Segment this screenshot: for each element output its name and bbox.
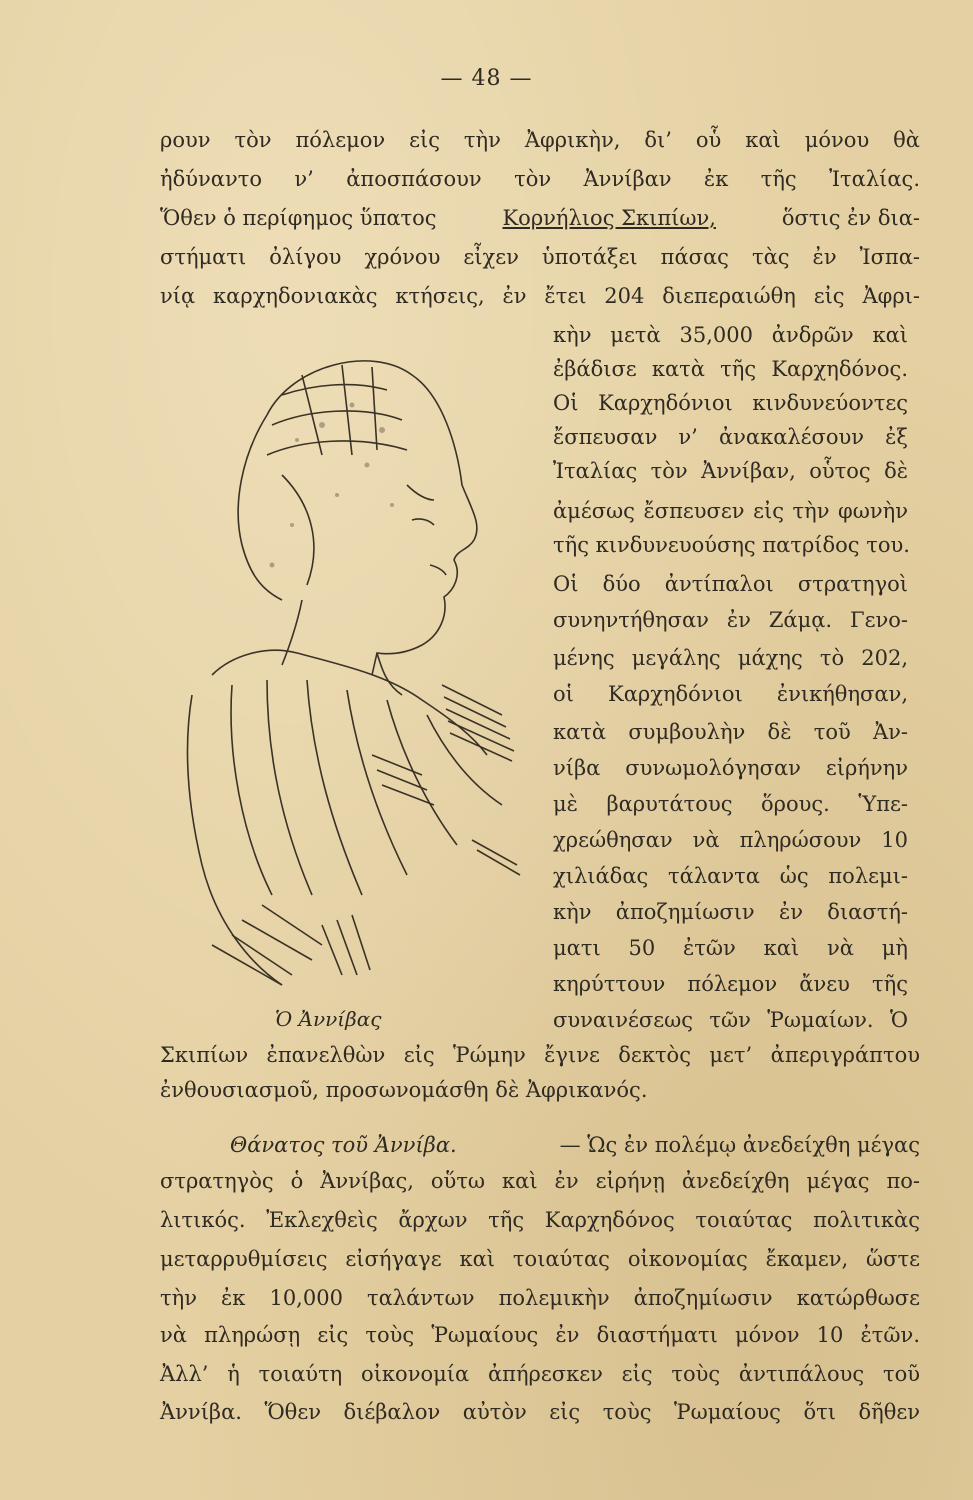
- text-fragment: ὅστις ἐν δια-: [781, 206, 920, 230]
- text-line: νίᾳ καρχηδονιακὰς κτήσεις, ἐν ἔτει 204 διεπεραιώθη εἰς Ἀφρι-: [160, 284, 920, 308]
- text-line: στρατηγὸς ὁ Ἀννίβας, οὕτω καὶ ἐν εἰρήνῃ ἀνεδείχθη μέγας πο-: [160, 1169, 920, 1193]
- text-fragment: Ὅθεν ὁ περίφημος ὕπατος: [160, 206, 437, 230]
- figure-caption: Ὁ Ἀννίβας: [275, 1007, 382, 1031]
- text-line: Ἀλλ’ ἡ τοιαύτη οἰκονομία ἀπήρεσκεν εἰς τοὺς ἀντιπάλους τοῦ: [160, 1362, 920, 1386]
- text-line: Οἱ Καρχηδόνιοι κινδυνεύοντες: [553, 391, 908, 415]
- text-fragment: — Ὡς ἐν πολέμῳ ἀνεδείχθη μέγας: [559, 1133, 920, 1157]
- text-line: τῆς κινδυνευούσης πατρίδος του.: [553, 533, 910, 557]
- text-line: συναινέσεως τῶν Ῥωμαίων. Ὁ: [553, 1008, 908, 1032]
- text-line: ρουν τὸν πόλεμον εἰς τὴν Ἀφρικὴν, δι’ οὗ καὶ μόνου θὰ: [160, 128, 920, 152]
- text-line: λιτικός. Ἐκλεχθεὶς ἄρχων τῆς Καρχηδόνος τοιαύτας πολιτικὰς: [160, 1208, 920, 1232]
- text-line: τὴν ἐκ 10,000 ταλάντων πολεμικὴν ἀποζημίωσιν κατώρθωσε: [160, 1286, 920, 1310]
- text-line: ἔσπευσαν ν’ ἀνακαλέσουν ἐξ: [553, 425, 908, 449]
- text-line: κὴν ἀποζημίωσιν ἐν διαστή-: [553, 900, 908, 924]
- text-line: ἠδύναντο ν’ ἀποσπάσουν τὸν Ἀννίβαν ἐκ τῆς Ἰταλίας.: [160, 167, 920, 191]
- text-line: ἀμέσως ἔσπευσεν εἰς τὴν φωνὴν: [553, 499, 908, 523]
- text-line: συνηντήθησαν ἐν Ζάμᾳ. Γενο-: [553, 608, 908, 632]
- text-line: [160, 204, 920, 232]
- text-line: μὲ βαρυτάτους ὅρους. Ὑπε-: [553, 792, 908, 816]
- hannibal-portrait-engraving: [172, 335, 544, 1015]
- section-first-line: [160, 1131, 920, 1159]
- text-line: Σκιπίων ἐπανελθὼν εἰς Ῥώμην ἔγινε δεκτὸς μετ’ ἀπεριγράπτου: [160, 1043, 920, 1067]
- text-line: ματι 50 ἐτῶν καὶ νὰ μὴ: [553, 936, 908, 960]
- text-line: κηρύττουν πόλεμον ἄνευ τῆς: [553, 972, 908, 996]
- text-line: Ἀννίβα. Ὅθεν διέβαλον αὐτὸν εἰς τοὺς Ῥωμαίους ὅτι δῆθεν: [160, 1400, 920, 1424]
- text-line: ἐνθουσιασμοῦ, προσωνομάσθη δὲ Ἀφρικανός.: [160, 1078, 648, 1102]
- text-line: κὴν μετὰ 35,000 ἀνδρῶν καὶ: [553, 323, 908, 347]
- text-line: κατὰ συμβουλὴν δὲ τοῦ Ἀν-: [553, 720, 908, 744]
- text-line: νὰ πληρώσῃ εἰς τοὺς Ῥωμαίους ἐν διαστήματι μόνον 10 ἐτῶν.: [160, 1323, 920, 1347]
- text-line: Ἰταλίας τὸν Ἀννίβαν, οὗτος δὲ: [553, 459, 908, 483]
- text-line: ἐβάδισε κατὰ τῆς Καρχηδόνος.: [553, 357, 908, 381]
- section-heading: Θάνατος τοῦ Ἀννίβα.: [230, 1133, 457, 1157]
- text-line: νίβα συνωμολόγησαν εἰρήνην: [553, 756, 908, 780]
- text-line: οἱ Καρχηδόνιοι ἐνικήθησαν,: [553, 682, 908, 706]
- text-line: μένης μεγάλης μάχης τὸ 202,: [553, 646, 908, 670]
- text-line: μεταρρυθμίσεις εἰσήγαγε καὶ τοιαύτας οἰκονομίας ἔκαμεν, ὥστε: [160, 1247, 920, 1271]
- text-line: χρεώθησαν νὰ πληρώσουν 10: [553, 828, 908, 852]
- page-number: — 48 —: [440, 66, 533, 91]
- text-line: χιλιάδας τάλαντα ὡς πολεμι-: [553, 864, 908, 888]
- text-line: στήματι ὀλίγου χρόνου εἶχεν ὑποτάξει πάσας τὰς ἐν Ἰσπα-: [160, 245, 920, 269]
- text-line: Οἱ δύο ἀντίπαλοι στρατηγοὶ: [553, 572, 908, 596]
- underlined-name: Κορνήλιος Σκιπίων,: [502, 206, 716, 230]
